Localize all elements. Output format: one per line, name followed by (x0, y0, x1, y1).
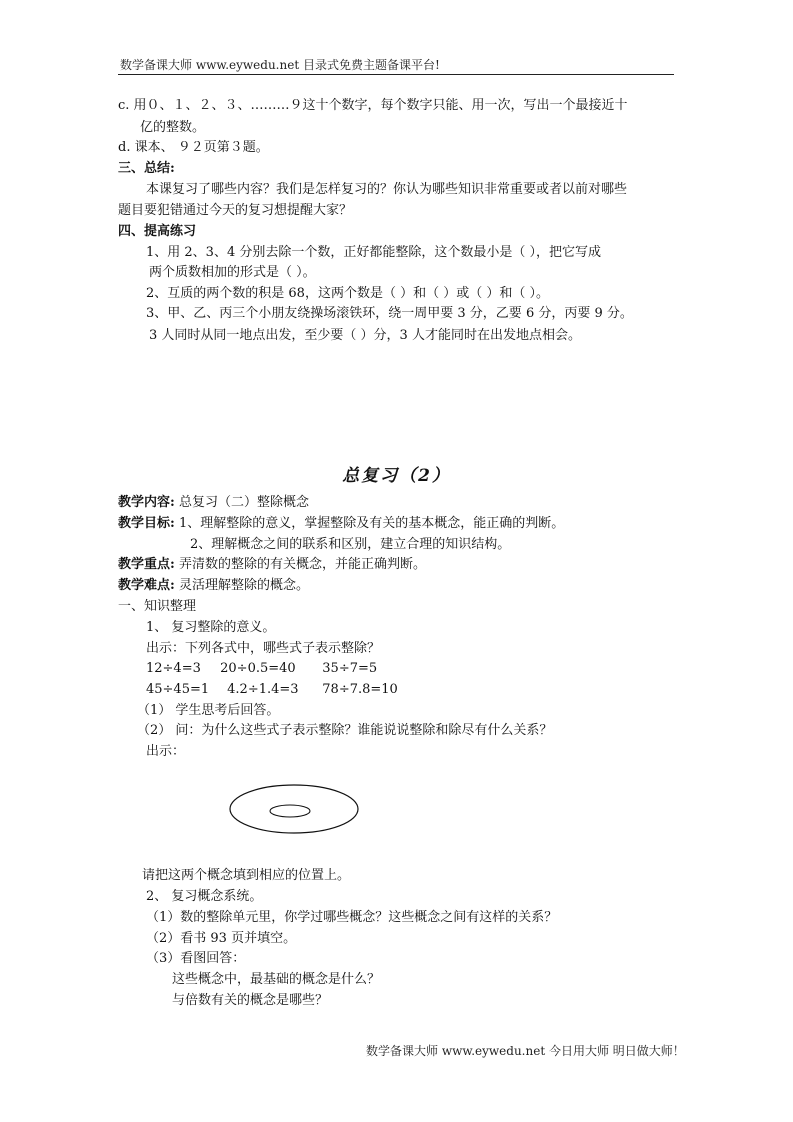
knowledge-item1: 1、 复习整除的意义。 (146, 620, 276, 635)
page-header: 数学备课大师 www.eywedu.net 目录式免费主题备课平台! (120, 58, 440, 72)
content-text: 总复习（二）整除概念 (178, 495, 309, 510)
practice-q1-line1: 1、用 2、3、4 分别去除一个数，正好都能整除，这个数最小是（ ），把它写成 (146, 245, 601, 260)
section-c-line1: c. 用０、１、２、３、………９这十个数字，每个数字只能、用一次，写出一个最接近十 (118, 98, 628, 113)
goal-1: 1、理解整除的意义，掌握整除及有关的基本概念，能正确的判断。 (178, 516, 565, 531)
key-label: 教学重点: (118, 557, 175, 572)
knowledge-item2: 2、 复习概念系统。 (146, 889, 263, 904)
teaching-key (118, 556, 426, 574)
outer-ellipse (230, 785, 358, 833)
header-rule (118, 74, 674, 75)
knowledge-show2: 出示： (146, 744, 186, 759)
knowledge-step2: （2） 问：为什么这些式子表示整除？谁能说说整除和除尽有什么关系？ (137, 723, 553, 738)
expr-row1 (146, 660, 377, 678)
summary-line1: 本课复习了哪些内容？我们是怎样复习的？你认为哪些知识非常重要或者以前对哪些 (146, 182, 628, 197)
teaching-content (118, 494, 309, 512)
knowledge-heading: 一、知识整理 (118, 599, 197, 614)
expr-5: 4.2÷1.4=3 (227, 682, 299, 697)
expr-3: 35÷7=5 (322, 661, 378, 676)
practice-heading: 四、提高练习 (118, 224, 197, 239)
expr-2: 20÷0.5=40 (220, 661, 296, 676)
expr-1: 12÷4=3 (146, 661, 201, 676)
goal-label: 教学目标: (118, 516, 175, 531)
summary-line2: 题目要犯错通过今天的复习想提醒大家？ (118, 203, 353, 218)
knowledge-sub1: （1）数的整除单元里，你学过哪些概念？这些概念之间有这样的关系？ (146, 910, 558, 925)
expr-6: 78÷7.8=10 (322, 682, 398, 697)
question-a: 这些概念中，最基础的概念是什么？ (172, 972, 381, 987)
teaching-goal (118, 515, 564, 533)
expr-row2 (146, 681, 398, 699)
summary-heading: 三、总结: (118, 161, 175, 176)
practice-q2: 2、互质的两个数的积是 68，这两个数是（ ）和（ ）或（ ）和（ ）。 (146, 286, 549, 301)
goal-2: 2、理解概念之间的联系和区别，建立合理的知识结构。 (190, 537, 511, 552)
difficulty-text: 灵活理解整除的概念。 (178, 578, 309, 593)
practice-q3-line1: 3、甲、乙、丙三个小朋友绕操场滚铁环，绕一周甲要 3 分，乙要 6 分，丙要 9 分。 (146, 306, 633, 321)
knowledge-step1: （1） 学生思考后回答。 (137, 703, 280, 718)
knowledge-show1: 出示：下列各式中，哪些式子表示整除？ (146, 641, 381, 656)
practice-q1-line2: 两个质数相加的形式是（ ）。 (149, 265, 316, 280)
fill-prompt: 请把这两个概念填到相应的位置上。 (142, 868, 351, 883)
knowledge-sub3: （3）看图回答： (146, 951, 246, 966)
expr-4: 45÷45=1 (146, 682, 210, 697)
page-footer: 数学备课大师 www.eywedu.net 今日用大师 明日做大师！ (366, 1044, 685, 1058)
teaching-difficulty (118, 577, 309, 595)
lesson-title: 总复习（2） (342, 466, 451, 486)
concept-ellipse-diagram (228, 783, 360, 835)
practice-q3-line2: 3 人同时从同一地点出发，至少要（ ）分，3 人才能同时在出发地点相会。 (149, 328, 581, 343)
section-c-line2: 亿的整数。 (140, 120, 206, 135)
difficulty-label: 教学难点: (118, 578, 175, 593)
inner-ellipse (270, 805, 310, 817)
content-label: 教学内容: (118, 495, 175, 510)
question-b: 与倍数有关的概念是哪些？ (172, 993, 329, 1008)
section-d: d. 课本、 ９２页第３题。 (118, 140, 269, 155)
knowledge-sub2: （2）看书 93 页并填空。 (146, 931, 297, 946)
key-text: 弄清数的整除的有关概念，并能正确判断。 (178, 557, 426, 572)
